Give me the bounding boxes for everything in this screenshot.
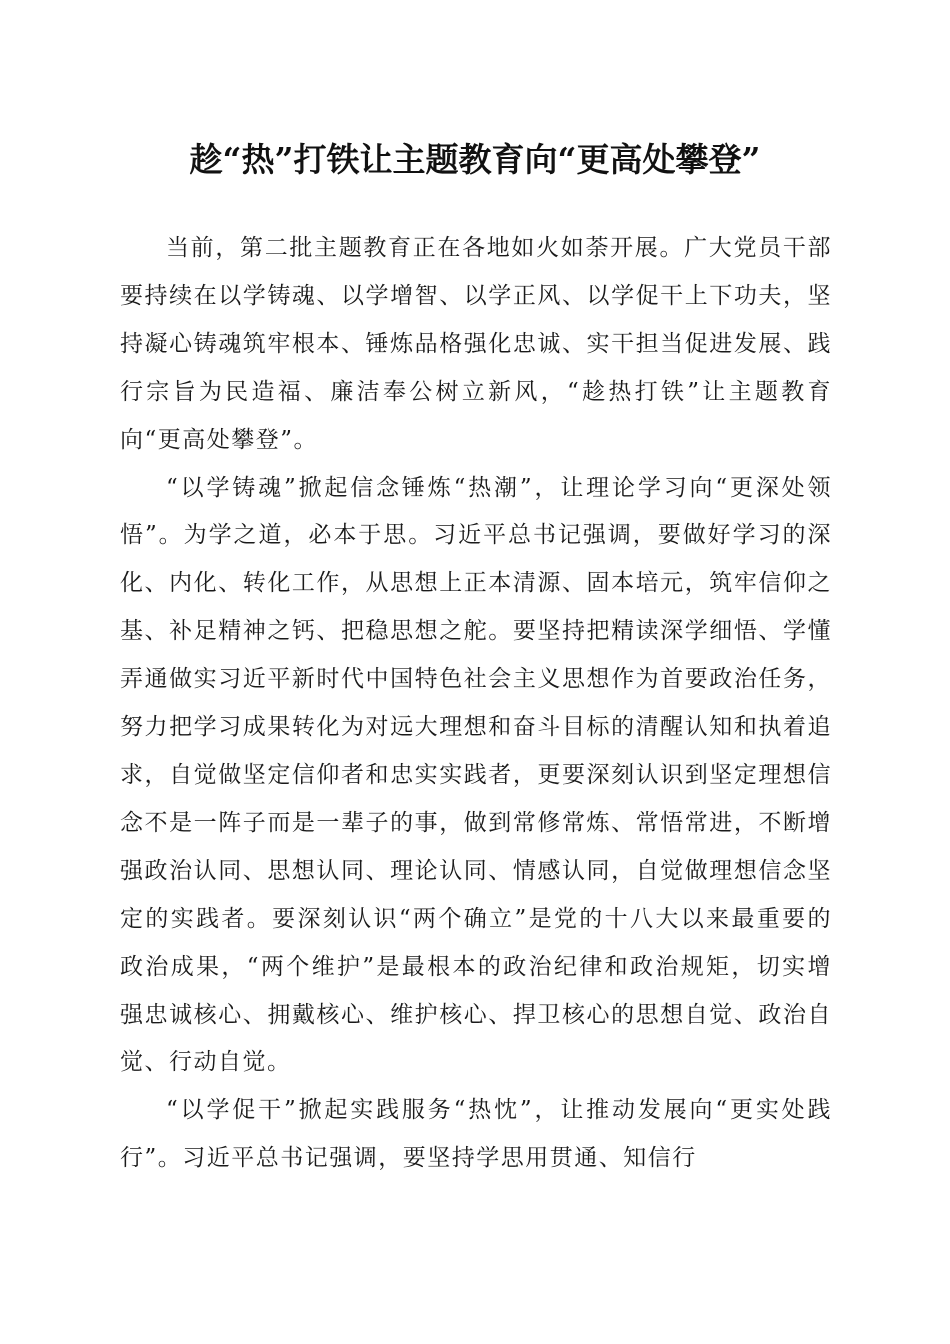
paragraph-study-soul: “以学铸魂”掀起信念锤炼“热潮”，让理论学习向“更深处领悟”。为学之道，必本于思。习近平总书记强调，要做好学习的深化、内化、转化工作，从思想上正本清源、固本培元，筑牢信仰之基、补足精神之钙、把稳思想之舵。要坚持把精读深学细悟、学懂弄通做实习近平新时代中国特色社会主义思想作为首要政治任务，努力把学习成果转化为对远大理想和奋斗目标的清醒认知和执着追求，自觉做坚定信仰者和忠实实践者，更要深刻认识到坚定理想信念不是一阵子而是一辈子的事，做到常修常炼、常悟常进，不断增强政治认同、思想认同、理论认同、情感认同，自觉做理想信念坚定的实践者。要深刻认识“两个确立”是党的十八大以来最重要的政治成果，“两个维护”是最根本的政治纪律和政治规矩，切实增强忠诚核心、拥戴核心、维护核心、捍卫核心的思想自觉、政治自觉、行动自觉。	[120, 474, 832, 1076]
paragraph-study-practice: “以学促干”掀起实践服务“热忱”，让推动发展向“更实处践行”。习近平总书记强调，要坚持学思用贯通、知信行	[120, 1097, 832, 1172]
document-title: 趁“热”打铁让主题教育向“更高处攀登”	[189, 140, 761, 179]
document-body	[120, 225, 832, 1183]
paragraph-intro: 当前，第二批主题教育正在各地如火如荼开展。广大党员干部要持续在以学铸魂、以学增智、以学正风、以学促干上下功夫，坚持凝心铸魂筑牢根本、锤炼品格强化忠诚、实干担当促进发展、践行宗旨为民造福、廉洁奉公树立新风，“趁热打铁”让主题教育向“更高处攀登”。	[120, 235, 832, 453]
